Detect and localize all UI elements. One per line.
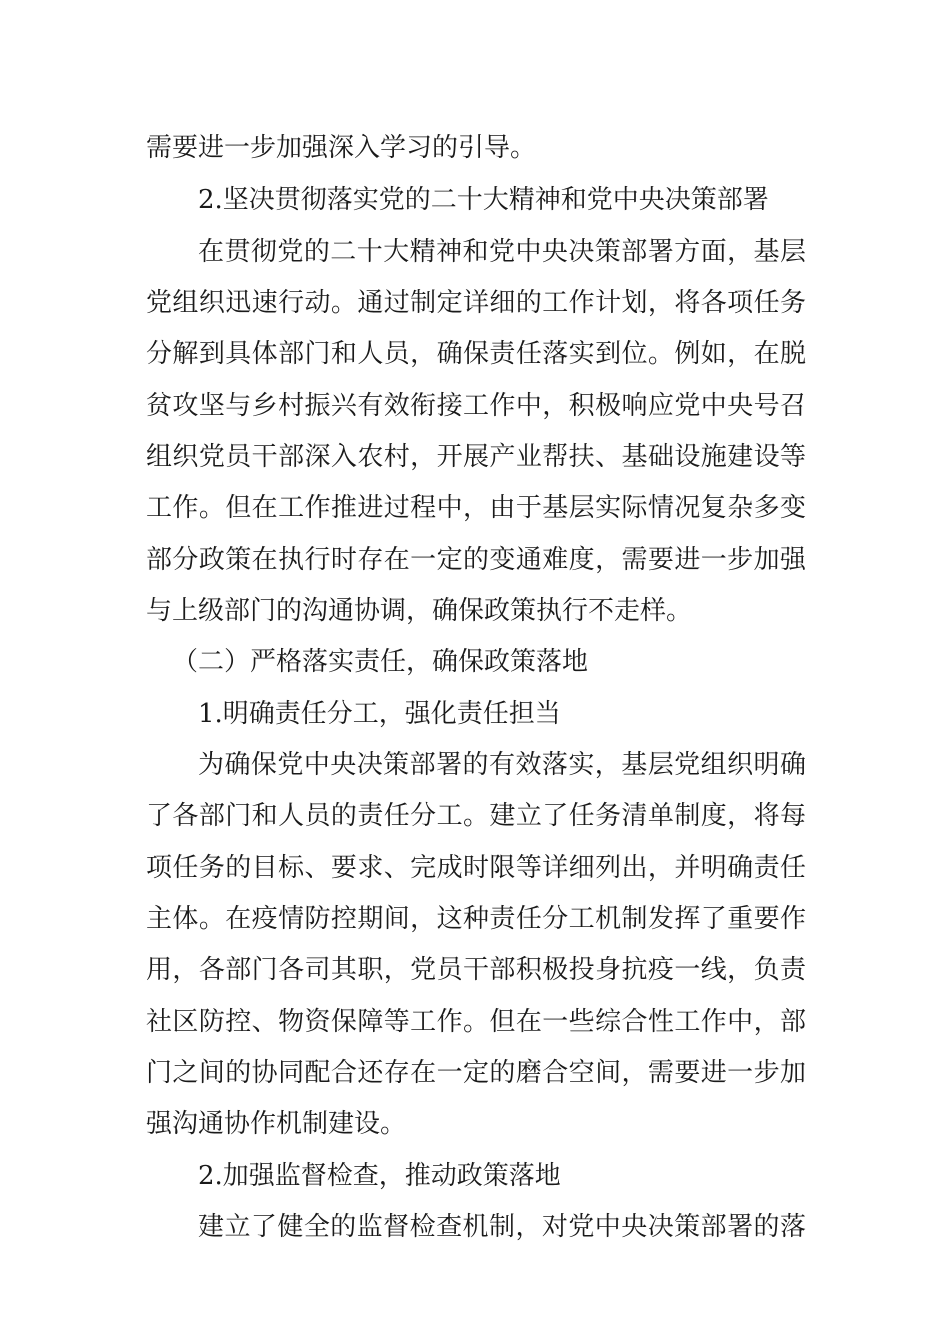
paragraph-line: 部分政策在执行时存在一定的变通难度，需要进一步加强: [146, 545, 806, 575]
paragraph-line: 社区防控、物资保障等工作。但在一些综合性工作中，部: [146, 1007, 806, 1037]
paragraph-line: 需要进一步加强深入学习的引导。: [146, 133, 537, 163]
section-heading: （二）严格落实责任，确保政策落地: [172, 647, 589, 677]
subsection-heading: 1.明确责任分工，强化责任担当: [198, 699, 561, 729]
subsection-heading: 2.加强监督检查，推动政策落地: [198, 1161, 561, 1191]
paragraph-line: 贫攻坚与乡村振兴有效衔接工作中，积极响应党中央号召: [146, 391, 806, 421]
paragraph-line: 项任务的目标、要求、完成时限等详细列出，并明确责任: [146, 853, 806, 883]
paragraph-line: 用，各部门各司其职，党员干部积极投身抗疫一线，负责: [146, 955, 806, 985]
paragraph-line: 强沟通协作机制建设。: [146, 1109, 407, 1139]
paragraph-line: 党组织迅速行动。通过制定详细的工作计划，将各项任务: [146, 288, 806, 318]
paragraph-line: 组织党员干部深入农村，开展产业帮扶、基础设施建设等: [146, 442, 806, 472]
paragraph-line: 在贯彻党的二十大精神和党中央决策部署方面，基层: [198, 237, 806, 267]
paragraph-line: 主体。在疫情防控期间，这种责任分工机制发挥了重要作: [146, 904, 806, 934]
paragraph-line: 门之间的协同配合还存在一定的磨合空间，需要进一步加: [146, 1058, 806, 1088]
paragraph-line: 与上级部门的沟通协调，确保政策执行不走样。: [146, 596, 693, 626]
paragraph-line: 了各部门和人员的责任分工。建立了任务清单制度，将每: [146, 801, 806, 831]
paragraph-line: 分解到具体部门和人员，确保责任落实到位。例如，在脱: [146, 339, 806, 369]
paragraph-line: 为确保党中央决策部署的有效落实，基层党组织明确: [198, 750, 806, 780]
paragraph-line: 建立了健全的监督检查机制，对党中央决策部署的落: [198, 1212, 806, 1242]
section-heading: 2.坚决贯彻落实党的二十大精神和党中央决策部署: [198, 185, 769, 215]
paragraph-line: 工作。但在工作推进过程中，由于基层实际情况复杂多变: [146, 493, 806, 523]
